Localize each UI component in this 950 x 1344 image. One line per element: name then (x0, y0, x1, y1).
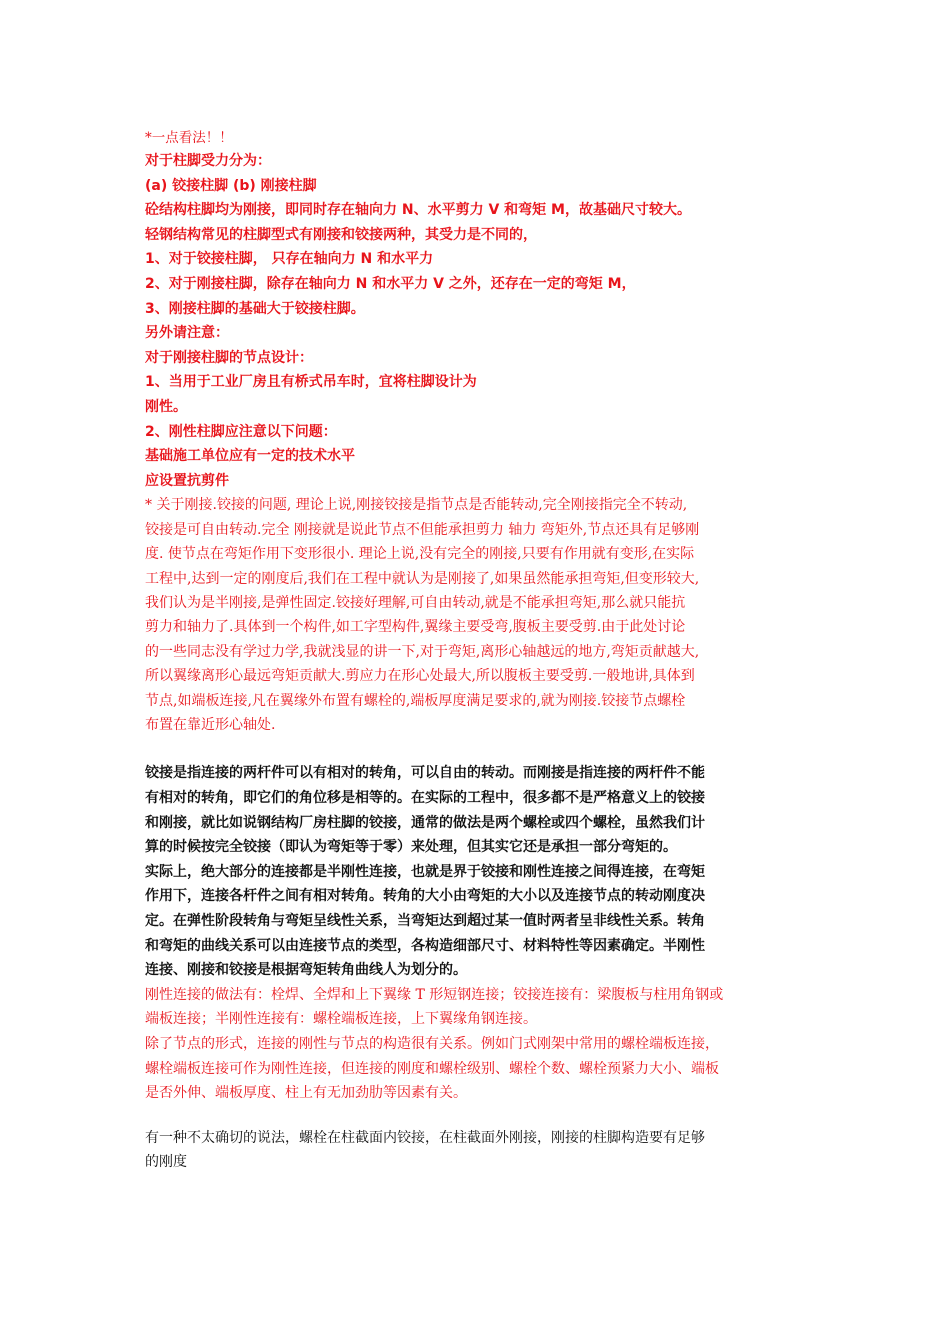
black-bold-line: 实际上，绝大部分的连接都是半刚性连接，也就是界于铰接和刚性连接之间得连接，在弯矩 (145, 863, 705, 880)
bold-red-line: 砼结构柱脚均为刚接，即同时存在轴向力 N、水平剪力 V 和弯矩 M，故基础尺寸较大。 (145, 202, 691, 219)
bold-red-line: 2、对于刚接柱脚，除存在轴向力 N 和水平力 V 之外，还存在一定的弯矩 M， (145, 275, 636, 292)
red-plain-line: 是否外伸、端板厚度、柱上有无加劲肋等因素有关。 (145, 1085, 467, 1102)
red-plain-line: 刚性连接的做法有：栓焊、全焊和上下翼缘 T 形短钢连接；铰接连接有：梁腹板与柱用角钢或 (145, 986, 724, 1003)
red-paragraph-line: 节点,如端板连接,凡在翼缘外布置有螺栓的,端板厚度满足要求的,就为刚接.铰接节点螺栓 (145, 692, 686, 709)
bold-red-line: 对于柱脚受力分为： (145, 153, 271, 169)
black-plain-line: 有一种不太确切的说法，螺栓在柱截面内铰接，在柱截面外刚接，刚接的柱脚构造要有足够 (145, 1129, 705, 1146)
red-paragraph-line: 剪力和轴力了.具体到一个构件,如工字型构件,翼缘主要受弯,腹板主要受剪.由于此处讨论 (145, 619, 686, 636)
bold-red-line: 轻钢结构常见的柱脚型式有刚接和铰接两种，其受力是不同的， (145, 226, 537, 243)
bold-red-line: 另外请注意： (145, 325, 229, 342)
red-plain-section (145, 983, 815, 1106)
spacer (145, 737, 815, 761)
red-paragraph-line: * 关于刚接.铰接的问题, 理论上说,刚接铰接是指节点是否能转动,完全刚接指完全不转动, (145, 497, 688, 514)
black-bold-line: 算的时候按完全铰接（即认为弯矩等于零）来处理，但其实它还是承担一部分弯矩的。 (145, 839, 677, 856)
black-bold-section (145, 761, 815, 982)
bold-red-line: 对于刚接柱脚的节点设计： (145, 349, 313, 366)
black-bold-line: 铰接是指连接的两杆件可以有相对的转角，可以自由的转动。而刚接是指连接的两杆件不能 (145, 765, 705, 782)
bold-red-line: 刚性。 (145, 398, 187, 415)
spacer (145, 1106, 815, 1126)
black-bold-line: 有相对的转角，即它们的角位移是相等的。在实际的工程中，很多都不是严格意义上的铰接 (145, 789, 705, 806)
red-plain-line: 螺栓端板连接可作为刚性连接，但连接的刚度和螺栓级别、螺栓个数、螺栓预紧力大小、端板 (145, 1060, 719, 1077)
header-note: *一点看法！！ (145, 130, 233, 146)
bold-red-line: 2、刚性柱脚应注意以下问题： (145, 423, 337, 440)
document-body (145, 127, 815, 1175)
bold-red-line: (a) 铰接柱脚 (b) 刚接柱脚 (145, 177, 317, 194)
black-bold-line: 作用下，连接各杆件之间有相对转角。转角的大小由弯矩的大小以及连接节点的转动刚度决 (145, 888, 705, 905)
bold-red-line: 3、刚接柱脚的基础大于铰接柱脚。 (145, 300, 365, 317)
bold-red-line: 基础施工单位应有一定的技术水平 (145, 448, 355, 465)
red-paragraph-line: 布置在靠近形心轴处. (145, 716, 276, 733)
red-paragraph-line: 我们认为是半刚接,是弹性固定.铰接好理解,可自由转动,就是不能承担弯矩,那么就只能抗 (145, 594, 686, 611)
red-paragraph-line: 度. 使节点在弯矩作用下变形很小. 理论上说,没有完全的刚接,只要有作用就有变形,在实际 (145, 546, 695, 563)
black-plain-section (145, 1126, 815, 1175)
red-paragraph-line: 工程中,达到一定的刚度后,我们在工程中就认为是刚接了,如果虽然能承担弯矩,但变形较大, (145, 570, 700, 587)
red-paragraph-line: 铰接是可自由转动.完全 刚接就是说此节点不但能承担剪力 轴力 弯矩外,节点还具有足够刚 (145, 521, 700, 538)
bold-red-section (145, 149, 815, 493)
red-paragraph-line: 的一些同志没有学过力学,我就浅显的讲一下,对于弯矩,离形心轴越远的地方,弯矩贡献越大, (145, 643, 700, 660)
bold-red-line: 1、当用于工业厂房且有桥式吊车时，宜将柱脚设计为 (145, 374, 477, 391)
black-plain-line: 的刚度 (145, 1154, 187, 1171)
red-plain-line: 除了节点的形式，连接的刚性与节点的构造很有关系。例如门式刚架中常用的螺栓端板连接， (145, 1035, 719, 1052)
black-bold-line: 和弯矩的曲线关系可以由连接节点的类型，各构造细部尺寸、材料特性等因素确定。半刚性 (145, 937, 705, 954)
black-bold-line: 连接、刚接和铰接是根据弯矩转角曲线人为划分的。 (145, 962, 467, 979)
red-paragraph-line: 所以翼缘离形心最远弯矩贡献大.剪应力在形心处最大,所以腹板主要受剪.一般地讲,具体到 (145, 668, 695, 685)
red-plain-line: 端板连接；半刚性连接有：螺栓端板连接，上下翼缘角钢连接。 (145, 1011, 537, 1028)
red-paragraph-section (145, 493, 815, 737)
black-bold-line: 和刚接，就比如说钢结构厂房柱脚的铰接，通常的做法是两个螺栓或四个螺栓，虽然我们计 (145, 814, 705, 831)
bold-red-line: 1、对于铰接柱脚， 只存在轴向力 N 和水平力 (145, 251, 434, 268)
bold-red-line: 应设置抗剪件 (145, 472, 229, 489)
black-bold-line: 定。在弹性阶段转角与弯矩呈线性关系，当弯矩达到超过某一值时两者呈非线性关系。转角 (145, 912, 705, 929)
